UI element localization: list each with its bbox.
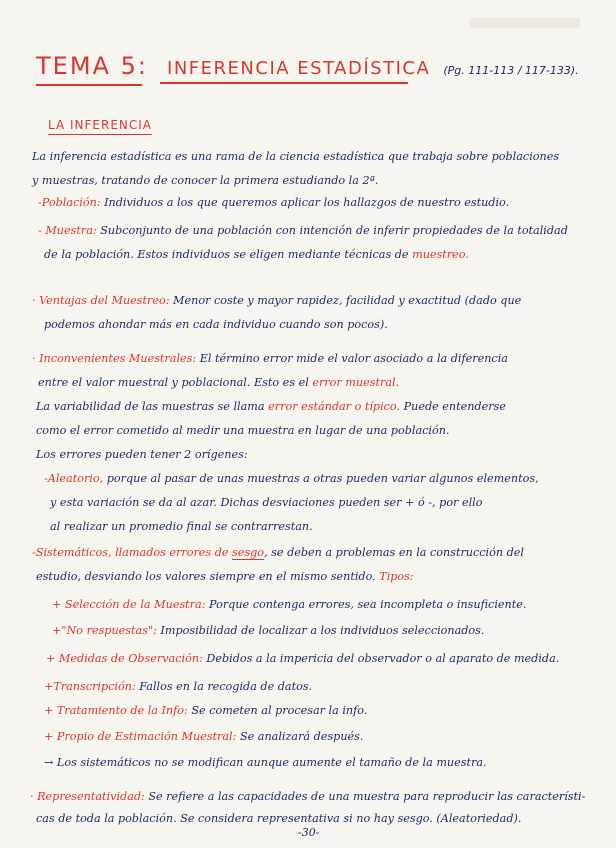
title-pages: (Pg. 111-113 / 117-133). — [443, 64, 579, 77]
muestra-text: Subconjunto de una población con intención de inferir propiedades de la totalidad — [96, 224, 568, 237]
intro-line-1: La inferencia estadística es una rama de la ciencia estadística que trabaja sobre poblaciones — [32, 150, 560, 163]
muestra-line — [38, 224, 568, 238]
seleccion-line — [52, 598, 526, 612]
bleed-through-mark — [470, 18, 580, 28]
aleatorio-cont-line-1: y esta variación se da al azar. Dichas desviaciones pueden ser + ó -, por ello — [50, 496, 483, 509]
transcripcion-label: +Transcripción: — [44, 680, 136, 693]
medidas-text: Debidos a la impericia del observador o al aparato de medida. — [202, 652, 560, 665]
ventajas-cont-line: podemos ahondar más en cada individuo cuando son pocos). — [44, 318, 388, 331]
sistematicos-text-b: , se deben a problemas en la construcción del — [264, 546, 524, 559]
intro-line-2: y muestras, tratando de conocer la primera estudiando la 2ª. — [32, 174, 379, 187]
no-respuestas-label: +"No respuestas": — [52, 624, 157, 637]
section-heading: LA INFERENCIA — [48, 118, 152, 135]
seleccion-text: Porque contenga errores, sea incompleta o insuficiente. — [205, 598, 527, 611]
inconvenientes-cont-line — [38, 376, 399, 390]
variabilidad-cont-line: como el error cometido al medir una muestra en lugar de una población. — [36, 424, 450, 437]
medidas-line — [46, 652, 559, 666]
no-respuestas-line — [52, 624, 484, 638]
tipos-label: Tipos: — [379, 570, 414, 583]
poblacion-text: Individuos a los que queremos aplicar los hallazgos de nuestro estudio. — [100, 196, 510, 209]
page-title — [36, 52, 596, 80]
title-main: INFERENCIA ESTADÍSTICA — [167, 58, 431, 79]
origenes-line: Los errores pueden tener 2 orígenes: — [36, 448, 248, 461]
medidas-label: + Medidas de Observación: — [46, 652, 203, 665]
representatividad-cont-line: cas de toda la población. Se considera representativa si no hay sesgo. (Aleatoriedad). — [36, 812, 522, 825]
ventajas-label: · Ventajas del Muestreo: — [32, 294, 170, 307]
transcripcion-text: Fallos en la recogida de datos. — [135, 680, 313, 693]
transcripcion-line — [44, 680, 312, 694]
title-underline-2 — [160, 82, 408, 84]
muestreo-term: muestreo. — [412, 248, 469, 261]
error-tipico-term: error estándar o típico. — [268, 400, 401, 413]
title-tema: TEMA 5: — [36, 52, 148, 80]
error-muestral-term: error muestral. — [312, 376, 400, 389]
poblacion-line — [38, 196, 509, 210]
tratamiento-text: Se cometen al procesar la info. — [187, 704, 368, 717]
tratamiento-line — [44, 704, 367, 718]
sistematicos-cont-text: estudio, desviando los valores siempre en el mismo sentido. — [36, 570, 380, 583]
page-number: -30- — [298, 826, 320, 839]
sistematicos-cont-line — [36, 570, 414, 584]
aleatorio-cont-line-2: al realizar un promedio final se contrarrestan. — [50, 520, 313, 533]
seleccion-label: + Selección de la Muestra: — [52, 598, 206, 611]
title-underline-1 — [36, 84, 142, 86]
aleatorio-label: -Aleatorio, — [44, 472, 104, 485]
representatividad-label: · Representatividad: — [30, 790, 145, 803]
muestra-label: - Muestra: — [38, 224, 97, 237]
inconvenientes-label: · Inconvenientes Muestrales: — [32, 352, 197, 365]
inconvenientes-text: El término error mide el valor asociado a la diferencia — [196, 352, 508, 365]
representatividad-text: Se refiere a las capacidades de una muestra para reproducir las característi- — [144, 790, 586, 803]
inconvenientes-line — [32, 352, 508, 366]
aleatorio-line — [44, 472, 539, 486]
aleatorio-text: porque al pasar de unas muestras a otras pueden variar algunos elementos, — [103, 472, 539, 485]
variabilidad-line — [36, 400, 506, 414]
variabilidad-text-a: La variabilidad de las muestras se llama — [36, 400, 269, 413]
muestra-cont-line — [44, 248, 469, 262]
variabilidad-text-b: Puede entenderse — [400, 400, 506, 413]
propio-label: + Propio de Estimación Muestral: — [44, 730, 237, 743]
sesgo-term: sesgo — [232, 546, 265, 559]
no-respuestas-text: Imposibilidad de localizar a los individuos seleccionados. — [156, 624, 485, 637]
propio-text: Se analizará después. — [236, 730, 364, 743]
inconvenientes-cont-text: entre el valor muestral y poblacional. Esto es el — [38, 376, 313, 389]
sistematicos-line — [32, 546, 524, 560]
ventajas-text: Menor coste y mayor rapidez, facilidad y exactitud (dado que — [169, 294, 522, 307]
representatividad-line — [30, 790, 585, 804]
propio-line — [44, 730, 363, 744]
ventajas-line — [32, 294, 521, 308]
sistematicos-text-a: -Sistemáticos, llamados errores de — [32, 546, 233, 559]
arrow-note-line: → Los sistemáticos no se modifican aunque aumente el tamaño de la muestra. — [44, 756, 487, 769]
poblacion-label: -Población: — [38, 196, 101, 209]
muestra-cont-text: de la población. Estos individuos se eligen mediante técnicas de — [44, 248, 413, 261]
tratamiento-label: + Tratamiento de la Info: — [44, 704, 188, 717]
